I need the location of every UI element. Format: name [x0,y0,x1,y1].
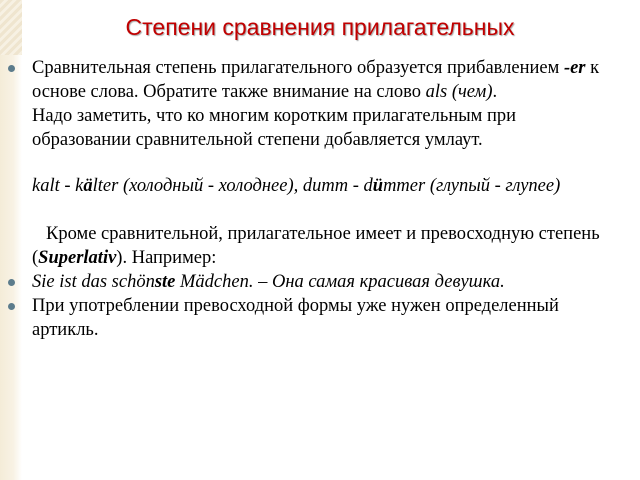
superlative-intro-text [32,222,608,270]
example-kalt-dumm [32,174,608,198]
suffix-er: -er [563,58,586,78]
spacer [32,198,608,222]
rule-text-part: Сравнительная степень прилагательного образуется прибавлением [32,58,564,78]
example-schoenste [32,270,608,294]
slide-content [8,56,608,342]
umlaut-note-text: Надо заметить, что ко многим коротким прилагательным при образовании сравнительной степени добавляется умлаут. [32,106,517,150]
bullet-icon [8,303,15,310]
slide-title: Степени сравнения прилагательных [125,14,515,40]
rule-text-part: . [492,82,498,102]
example-part: lter (холодный - холоднее), dumm - d [92,176,373,196]
umlaut-u: ü [372,176,384,196]
bullet-icon [8,279,15,286]
example-part: Mädchen. – Она самая красивая девушка. [175,272,505,292]
superlative-text-part: Кроме сравнительной, прилагательное имеет и превосходную степень ( [32,224,600,268]
example-part: Sie ist das schön [32,272,155,292]
example-part: kalt - k [32,176,84,196]
article-note-text: При употреблении превосходной формы уже нужен определенный артикль. [32,296,559,340]
term-superlativ: Superlativ [38,248,117,268]
bullet-item-comparative [8,56,608,270]
comparative-rule-text [32,56,608,104]
word-als: als (чем) [425,82,493,102]
umlaut-a: ä [83,176,93,196]
suffix-ste: ste [154,272,176,292]
bullet-item-article [8,294,608,342]
bullet-item-example [8,270,608,294]
superlative-text-part: ). Например: [116,248,217,268]
rule-text-part: к основе слова. Обратите также внимание на слово [32,58,600,102]
bullet-icon [8,65,15,72]
spacer [32,152,608,174]
example-part: mmer (глупый - глупее) [383,176,561,196]
